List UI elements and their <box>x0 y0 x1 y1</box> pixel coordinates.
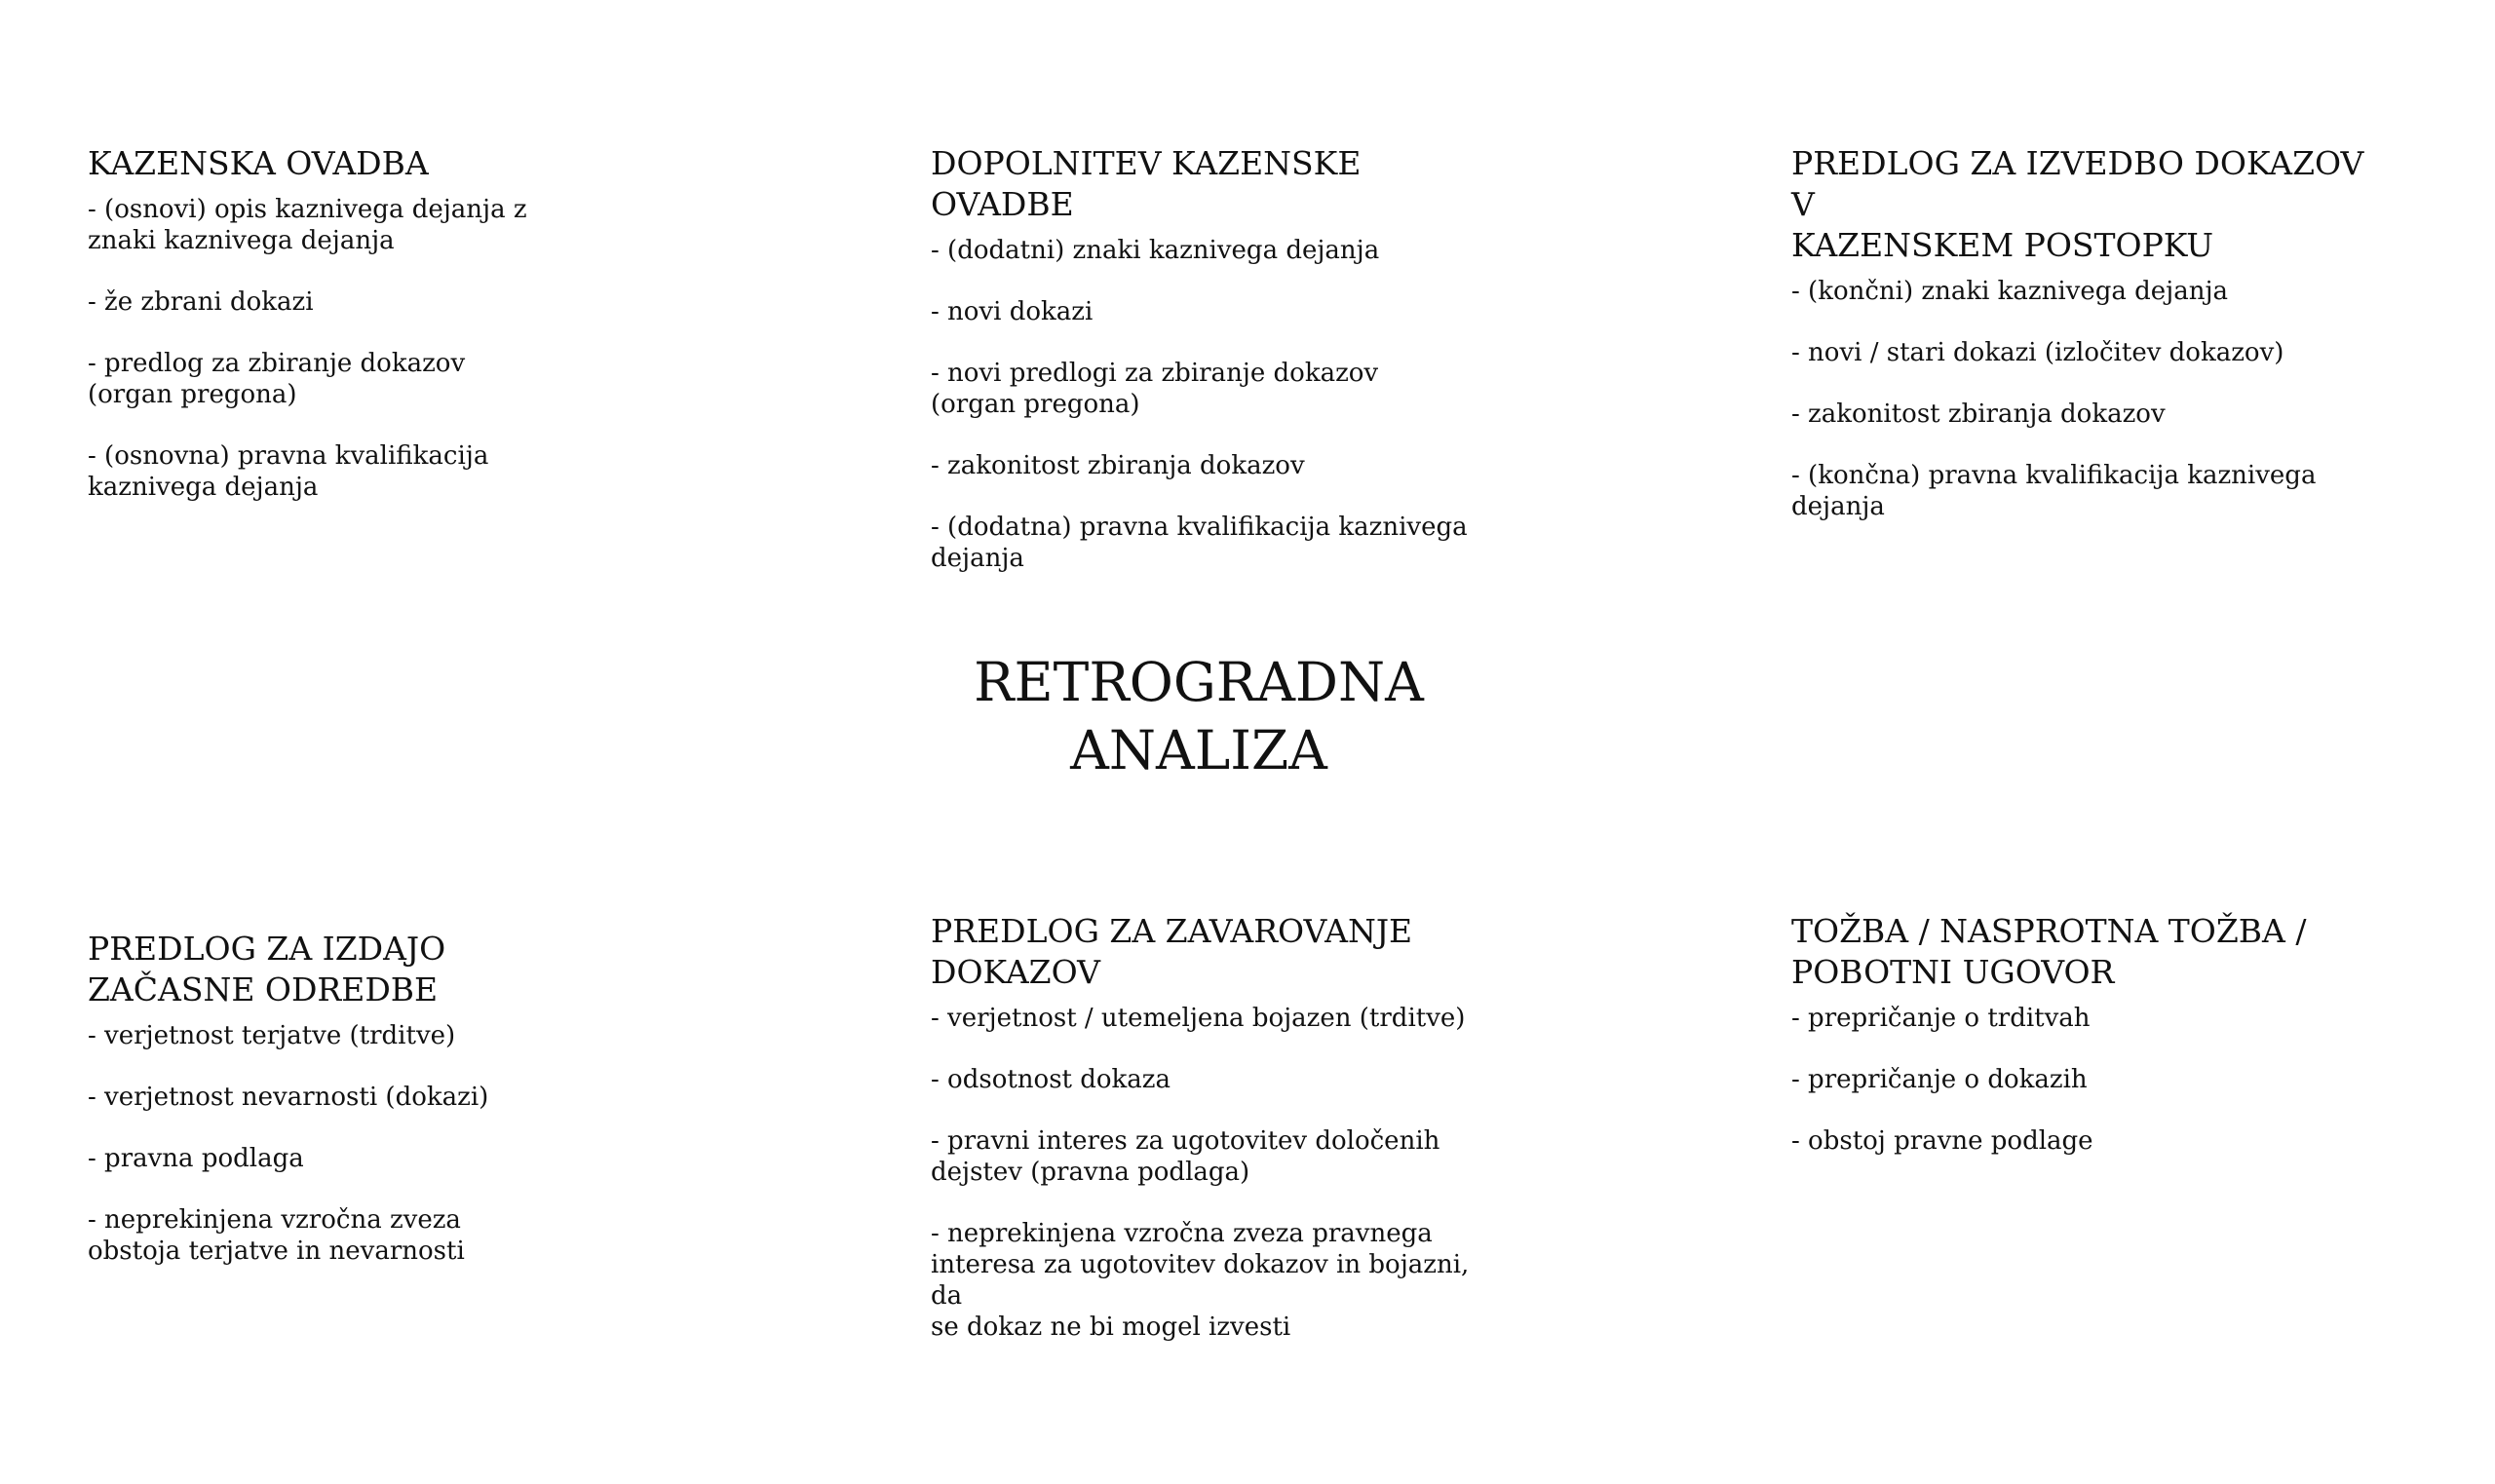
block-item: - (končni) znaki kaznivega dejanja <box>1791 277 2229 306</box>
block-item: - že zbrani dokazi <box>88 287 314 317</box>
block-kazenska-ovadba <box>88 143 556 533</box>
block-item: - (dodatna) pravna kvalifikacija kaznivega dejanja <box>931 513 1468 573</box>
block-item-list <box>1791 276 2376 522</box>
block-item-list <box>931 1003 1477 1343</box>
block-title: DOPOLNITEV KAZENSKE OVADBE <box>931 144 1362 223</box>
block-title: PREDLOG ZA IZVEDBO DOKAZOV V KAZENSKEM POSTOPKU <box>1791 144 2364 264</box>
block-title: TOŽBA / NASPROTNA TOŽBA / POBOTNI UGOVOR <box>1791 912 2307 991</box>
block-item-list <box>88 1020 556 1267</box>
block-title: PREDLOG ZA IZDAJO ZAČASNE ODREDBE <box>88 930 446 1008</box>
block-item: - zakonitost zbiranja dokazov <box>1791 400 2166 429</box>
block-item-list <box>931 235 1477 574</box>
block-item: - predlog za zbiranje dokazov (organ pregona) <box>88 349 466 409</box>
block-title: PREDLOG ZA ZAVAROVANJE DOKAZOV <box>931 912 1413 991</box>
block-title: KAZENSKA OVADBA <box>88 144 429 182</box>
block-item-list <box>1791 1003 2376 1157</box>
block-item: - verjetnost / utemeljena bojazen (trditve) <box>931 1004 1466 1033</box>
block-item: - (končna) pravna kvalifikacija kaznivega dejanja <box>1791 461 2317 521</box>
block-predlog-za-zavarovanje-dokazov <box>931 911 1477 1373</box>
block-item: - novi / stari dokazi (izločitev dokazov) <box>1791 338 2284 367</box>
block-item-list <box>88 194 556 503</box>
block-item: - verjetnost terjatve (trditve) <box>88 1021 456 1050</box>
block-item: - (dodatni) znaki kaznivega dejanja <box>931 236 1380 265</box>
block-tozba-nasprotna-tozba <box>1791 911 2376 1187</box>
block-item: - novi predlogi za zbiranje dokazov (organ pregona) <box>931 359 1379 419</box>
block-item: - prepričanje o trditvah <box>1791 1004 2091 1033</box>
block-item: - verjetnost nevarnosti (dokazi) <box>88 1083 489 1112</box>
block-item: - zakonitost zbiranja dokazov <box>931 451 1305 480</box>
block-item: - neprekinjena vzročna zveza pravnega interesa za ugotovitev dokazov in bojazni, da se dokaz ne bi mogel izvesti <box>931 1219 1470 1342</box>
block-item: - prepričanje o dokazih <box>1791 1065 2088 1094</box>
center-title: RETROGRADNA ANALIZA <box>974 651 1424 781</box>
block-item: - (osnovna) pravna kvalifikacija kaznivega dejanja <box>88 441 489 502</box>
block-dopolnitev-kazenske-ovadbe <box>931 143 1477 604</box>
block-item: - neprekinjena vzročna zveza obstoja terjatve in nevarnosti <box>88 1205 465 1266</box>
block-item: - odsotnost dokaza <box>931 1065 1171 1094</box>
block-item: - obstoj pravne podlage <box>1791 1126 2093 1156</box>
block-item: - pravna podlaga <box>88 1144 304 1173</box>
block-item: - (osnovi) opis kaznivega dejanja z znaki kaznivega dejanja <box>88 195 527 255</box>
block-item: - pravni interes za ugotovitev določenih dejstev (pravna podlaga) <box>931 1126 1440 1187</box>
block-item: - novi dokazi <box>931 297 1094 326</box>
block-predlog-za-izvedbo-dokazov <box>1791 143 2376 552</box>
block-predlog-za-izdajo-zacasne-odredbe <box>88 929 556 1297</box>
